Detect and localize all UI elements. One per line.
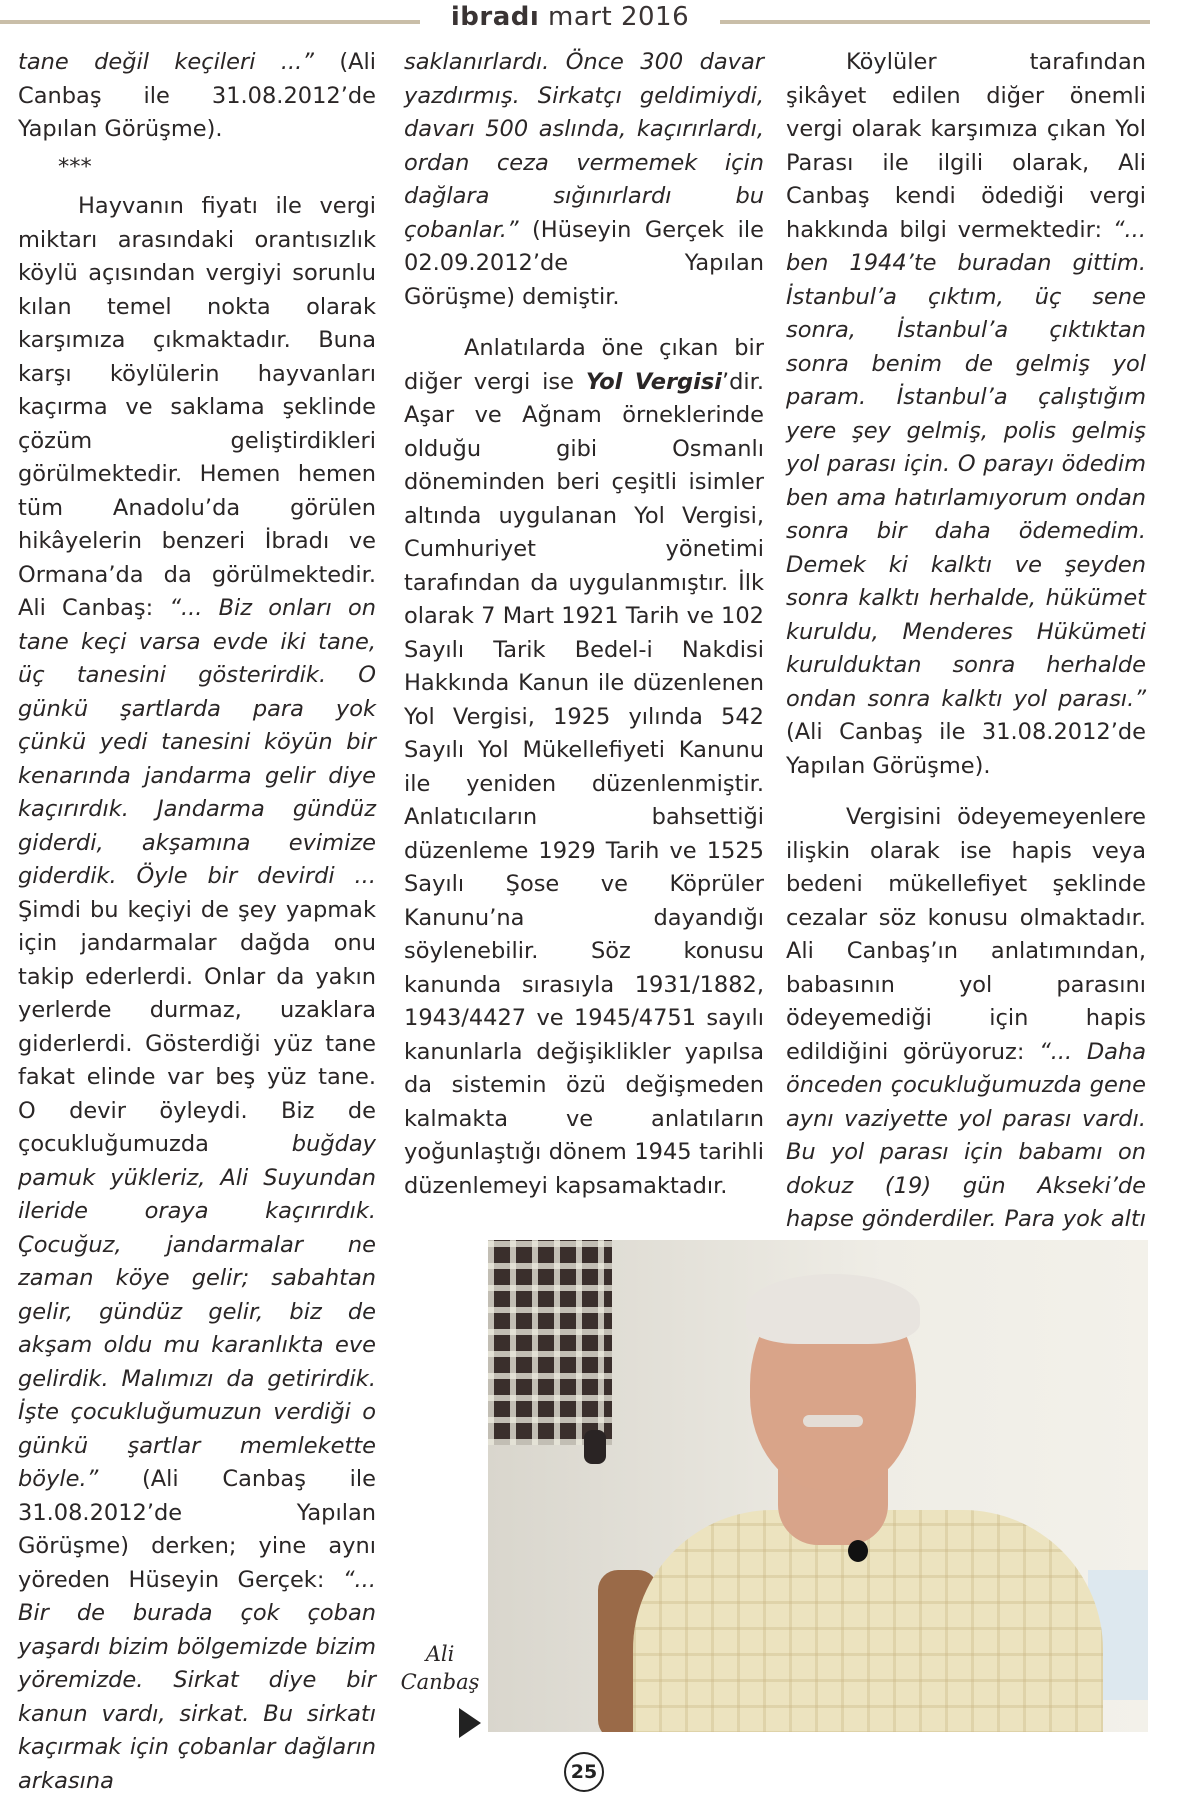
body-text: Köylüler tarafından şikâyet edilen diğer önemli vergi olarak karşımıza çıkan Yol Parası ile ilgili olarak, Ali Canbaş kendi ödediği vergi hakkında bilgi vermektedir: (786, 49, 1146, 243)
paragraph (18, 46, 376, 147)
text-column-3 (786, 46, 1146, 1270)
text-column-1 (18, 46, 376, 1798)
issue-date: mart 2016 (548, 2, 690, 32)
plaid-curtain (488, 1240, 612, 1445)
photo-caption (400, 1640, 480, 1696)
caption-arrow-icon (459, 1708, 481, 1738)
magazine-name: ibradı (450, 2, 540, 32)
quote: “... Bir de burada çok çoban yaşardı bizim bölgemizde bizim yöremizde. Sirkat diye bir kanun vardı, sirkat. Bu sirkatı kaçırmak için çobanlar dağların arkasına (18, 1566, 376, 1794)
section-separator: *** (58, 153, 92, 180)
quote: tane değil keçileri ...” (18, 49, 314, 75)
paragraph (404, 46, 764, 314)
lapel-microphone (848, 1540, 868, 1562)
header-rule-left (0, 20, 420, 24)
paragraph (786, 801, 1146, 1270)
body-text: Şimdi bu keçiyi de şey yapmak için jandarmalar dağda onu takip ederlerdi. Onlar da yakın yerlerde durmaz, uzaklara giderlerdi. Gösterdiği yüz tane fakat elinde var beş yüz tane. O devir öyleydi. Biz de çocukluğumuzda (18, 896, 376, 1157)
mustache (803, 1415, 863, 1427)
body-text: Vergisini ödeyemeyenlere ilişkin olarak ise hapis veya bedeni mükellefiyet şeklinde cezalar söz konusu olmaktadır. Ali Canbaş’ın anlatımından, babasının yol parasını ödeyemediği için hapis edildiğini görüyoruz: (786, 804, 1146, 1065)
shirt-pattern (633, 1510, 1103, 1732)
hair (746, 1274, 920, 1344)
body-text: Hayvanın fiyatı ile vergi miktarı arasındaki orantısızlık köylü açısından vergiyi sorunlu kılan temel nokta olarak karşımıza çıkmaktadır. Buna karşı köylülerin hayvanları kaçırma ve saklama şeklinde çözüm geliştirdikleri görülmektedir. Hemen hemen tüm Anadolu’da görülen hikâyelerin benzeri İbradı ve Ormana’da da görülmektedir. Ali Canbaş: (18, 193, 376, 621)
paragraph (18, 190, 376, 1798)
quote: “... Biz onları on tane keçi varsa evde iki tane, üç tanesini gösterirdik. O günkü şartlarda para yok çünkü yedi tanesini köyün bir kenarında jandarma gelir diye kaçırırdık. Jandarma gündüz giderdi, akşamına evimize giderdik. Öyle bir devirdi ... (18, 595, 376, 889)
citation: (Ali Canbaş ile 31.08.2012’de Yapılan Görüşme). (18, 49, 376, 142)
portrait-photo (488, 1240, 1148, 1732)
caption-line: Canbaş (400, 1670, 480, 1694)
citation: (Hüseyin Gerçek ile 02.09.2012’de Yapılan Görüşme) demiştir. (404, 216, 764, 310)
quote: “... Daha önceden çocukluğumuzda gene aynı vaziyette yol parası vardı. Bu yol parası için babamı on dokuz (19) gün Akseki’de hapse gönderdiler. Para yok altı (786, 1038, 1146, 1232)
paragraph (786, 46, 1146, 783)
curtain-roller (584, 1430, 606, 1464)
body-text: ’dir. Aşar ve Ağnam örneklerinde olduğu gibi Osmanlı döneminden beri çeşitli isimler altında uygulanan Yol Vergisi, Cumhuriyet yönetimi tarafından da uygulanmıştır. İlk olarak 7 Mart 1921 Tarih ve 102 Sayılı Tarik Bedel-i Nakdisi Hakkında Kanun ile düzenlenen Yol Vergisi, 1925 yılında 542 Sayılı Yol Mükellefiyeti Kanunu ile yeniden düzenlenmiştir. Anlatıcıların bahsettiği düzenleme 1929 Tarih ve 1525 Sayılı Şose ve Köprüler Kanunu’na dayandığı söylenebilir. Söz konusu kanunda sırasıyla 1931/1882, 1943/4427 ve 1945/4751 sayılı kanunlarla değişiklikler yapılsa da sistemin özü değişmeden kalmakta ve anlatıların yoğunlaştığı dönem 1945 tarihli düzenlemeyi kapsamaktadır. (404, 368, 765, 1199)
body-text: Anlatılarda öne çıkan bir diğer vergi ise (404, 335, 764, 395)
caption-line: Ali (425, 1642, 455, 1666)
header-rule-right (720, 20, 1150, 24)
paragraph (404, 332, 764, 1203)
emphasis-term: Yol Vergisi (585, 368, 722, 395)
quote: buğday pamuk yükleriz, Ali Suyundan ileride oraya kaçırırdık. Çocuğuz, jandarmalar ne zaman köye gelir; sabahtan gelir, gündüz gelir, biz de akşam oldu mu karanlıkta eve gelirdik. Malımızı da getirirdik. İşte çocukluğumuzun verdiği o günkü şartlar memlekette böyle.” (18, 1131, 376, 1492)
citation: (Ali Canbaş ile 31.08.2012’de Yapılan Görüşme) derken; yine aynı yöreden Hüseyin Gerçek: (18, 1466, 376, 1593)
citation: (Ali Canbaş ile 31.08.2012’de Yapılan Görüşme). (786, 719, 1146, 779)
text-column-2 (404, 46, 764, 1203)
running-header (420, 2, 720, 32)
quote: “... ben 1944’te buradan gittim. İstanbul’a çıktım, üç sene sonra, İstanbul’a çıktıktan sonra benim de gelmiş yol param. İstanbul’a çalıştığım yere şey gelmiş, polis gelmiş yol parası için. O parayı ödedim ben ama hatırlamıyorum ondan sonra bir daha ödemedim. Demek ki kalktı ve şeyden sonra kalktı herhalde, hükümet kuruldu, Menderes Hükümeti kurulduktan sonra herhalde ondan sonra kalktı yol parası.” (786, 216, 1146, 712)
quote: saklanırlardı. Önce 300 davar yazdırmış. Sirkatçı geldimiydi, davarı 500 aslında, kaçırırlardı, ordan ceza vermemek için dağlara sığınırlardı bu çobanlar.” (404, 49, 764, 243)
page-number: 25 (564, 1752, 604, 1792)
